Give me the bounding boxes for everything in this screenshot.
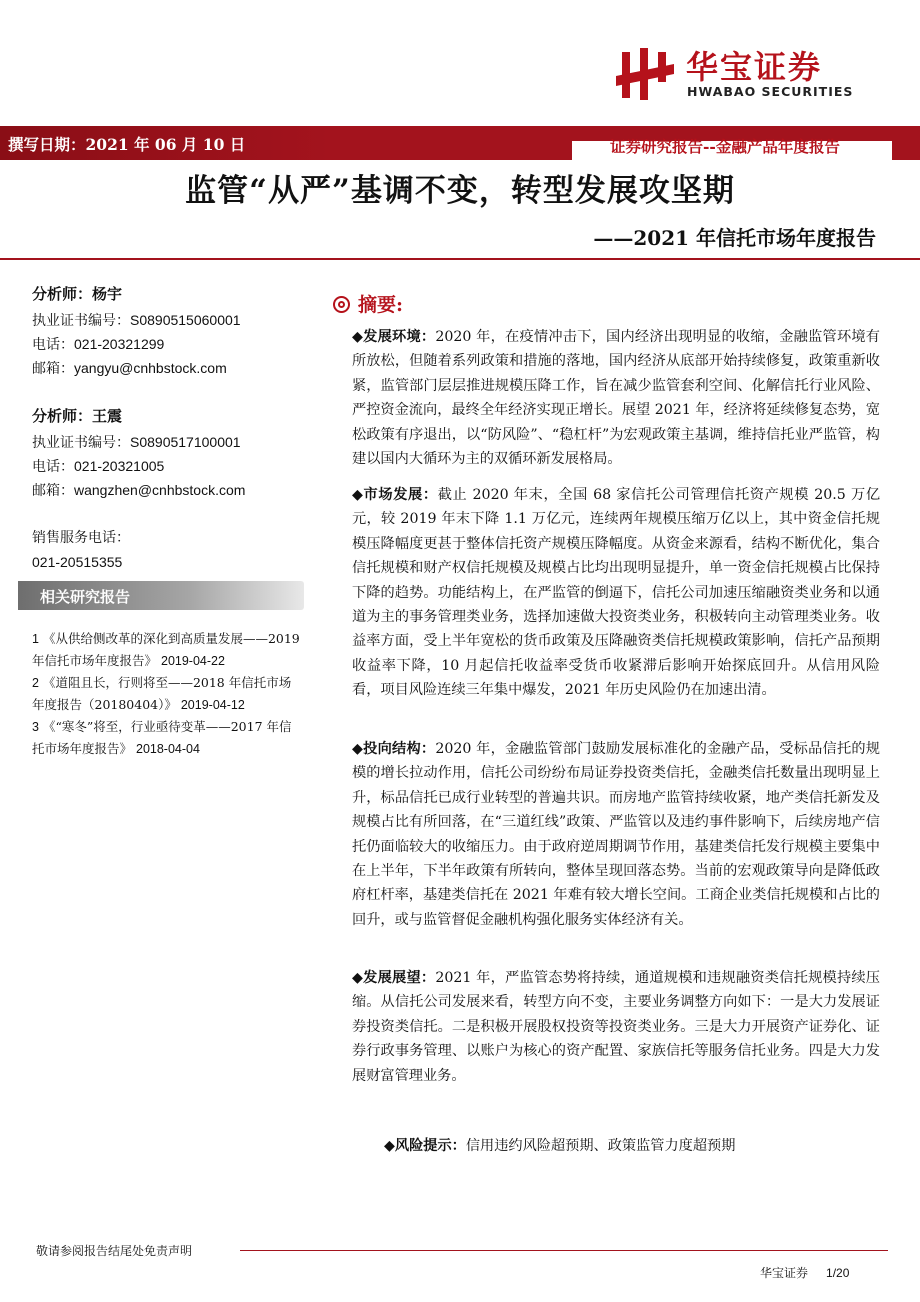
hwabao-logo-icon [616, 46, 676, 102]
sales-label: 销售服务电话： [32, 530, 130, 546]
paragraph-text: 2021 年，严监管态势将持续，通道规模和违规融资类信托规模持续压缩。从信托公司发展来看，转型方向不变，主要业务调整方向如下：一是大力发展证券投资类信托。二是积极开展股权投资等投资类业务。三是大力开展资产证券化、证券行政事务管理、以账户为核心的资产配置、家族信托等服务信托业务。四是大力发展财富管理业务。 [352, 970, 880, 1084]
email-link[interactable]: yangyu@cnhbstock.com [74, 360, 227, 376]
item-date: 2018-04-04 [136, 742, 200, 756]
logo-text-cn: 华宝证券 [686, 48, 823, 86]
abstract-heading-text: 摘要: [358, 294, 404, 316]
analyst-cert [32, 308, 312, 332]
analyst-email [32, 356, 312, 380]
email-link[interactable]: wangzhen@cnhbstock.com [74, 482, 246, 498]
analyst-cert [32, 430, 312, 454]
risk-warning [384, 1135, 735, 1155]
item-number: 1 [32, 632, 39, 646]
company-logo [616, 42, 886, 106]
cert-value: S0890515060001 [130, 312, 241, 328]
abstract-paragraph [352, 737, 880, 932]
abstract-heading [333, 290, 403, 317]
risk-text: 信用违约风险超预期、政策监管力度超预期 [465, 1138, 736, 1154]
abstract-paragraph [352, 483, 880, 703]
report-title: 监管“从严”基调不变，转型发展攻坚期 [185, 173, 735, 209]
cert-label: 执业证书编号： [32, 313, 130, 329]
page-number: 1/20 [826, 1266, 850, 1280]
phone-value: 021-20321299 [74, 336, 165, 352]
cert-label: 执业证书编号： [32, 435, 130, 451]
paragraph-text: 2020 年，金融监管部门鼓励发展标准化的金融产品，受标品信托的规模的增长拉动作用，信托公司纷纷布局证券投资类信托，金融类信托数量出现明显上升，标品信托已成行业转型的普遍共识。而房地产监管持续收紧，地产类信托新发及规模占比有所回落，在“三道红线”政策、严监管以及违约事件影响下，后续房地产信托仍面临较大的收缩压力。由于政府逆周期调节作用，基建类信托发行规模主要集中在上半年，下半年政策有所转向，整体呈现回落态势。当前的宏观政策导向是降低政府杠杆率，基建类信托在 2021 年难有较大增长空间。工商企业类信托规模和占比的回升，或与监管督促金融机构强化服务实体经济有关。 [352, 741, 880, 928]
analyst-block [32, 282, 312, 380]
report-type: 证券研究报告--金融产品年度报告 [610, 137, 840, 156]
footer-info [760, 1264, 849, 1281]
related-heading-text: 相关研究报告 [40, 588, 131, 606]
header-divider [0, 258, 920, 260]
item-number: 3 [32, 720, 39, 734]
related-report-item[interactable] [32, 716, 302, 760]
analyst-phone [32, 332, 312, 356]
phone-value: 021-20321005 [74, 458, 165, 474]
paragraph-text: 2020 年，在疫情冲击下，国内经济出现明显的收缩，金融监管环境有所放松，但随着系列政策和措施的落地，国内经济从底部开始持续修复，政策重新收紧，监管部门层层推进规模压降工作，旨在减少监管套利空间、化解信托行业风险、严控资金流向，最终全年经济实现正增长。展望 2021 年，经济将延续修复态势，宽松政策有序退出，以“防风险”、“稳杠杆”为宏观政策主基调，维持信托业严监管，构建以国内大循环为主的双循环新发展格局。 [352, 329, 880, 468]
risk-label: ◆风险提示： [384, 1138, 466, 1154]
sales-phone-value: 021-20515355 [32, 554, 123, 570]
report-date: 撰写日期：2021 年 06 月 10 日 [8, 135, 246, 154]
cert-value: S0890517100001 [130, 434, 241, 450]
related-report-item[interactable] [32, 672, 302, 716]
report-subtitle: ——2021 年信托市场年度报告 [593, 226, 876, 250]
sales-phone [32, 550, 312, 574]
analyst-email [32, 478, 312, 502]
paragraph-label: ◆市场发展： [352, 487, 438, 503]
analyst-name: 分析师：杨宇 [32, 285, 123, 303]
item-date: 2019-04-22 [161, 654, 225, 668]
item-title: 《道阻且长，行则将至——2018 年信托市场年度报告（20180404）》 [32, 675, 292, 712]
related-report-item[interactable] [32, 628, 302, 672]
paragraph-label: ◆发展环境： [352, 329, 436, 345]
target-circle-icon [333, 296, 350, 313]
logo-text-en: HWABAO SECURITIES [687, 84, 854, 99]
item-number: 2 [32, 676, 39, 690]
item-date: 2019-04-12 [180, 698, 245, 712]
related-reports-heading [18, 581, 304, 610]
paragraph-label: ◆发展展望： [352, 970, 436, 986]
sales-contact [32, 526, 312, 574]
analyst-block [32, 404, 312, 502]
phone-label: 电话： [32, 459, 74, 475]
phone-label: 电话： [32, 337, 74, 353]
paragraph-text: 截止 2020 年末，全国 68 家信托公司管理信托资产规模 20.5 万亿元，较 2019 年末下降 1.1 万亿元，连续两年规模压缩万亿以上，其中资金信托规模压降幅度更甚于整体信托资产规模压降幅度。从资金来源看，结构不断优化，集合信托规模和财产权信托规模及规模占比均出现明显提升，单一资金信托规模占比保持下降的趋势。功能结构上，在严监管的倒逼下，信托公司加速压缩融资类业务和以通道为主的事务管理类业务，选择加速做大投资类业务，积极转向主动管理类业务。收益率方面，受上半年宽松的货币政策及压降融资类信托规模政策影响，信托产品预期收益率下降，10 月起信托收益率受货币收紧滞后影响开始探底回升。从信用风险看，项目风险连续三年集中爆发，2021 年历史风险仍在加速出清。 [352, 487, 881, 699]
analyst-panel [32, 282, 312, 574]
email-label: 邮箱： [32, 361, 74, 377]
related-reports-list [32, 628, 302, 760]
analyst-name: 分析师：王震 [32, 407, 123, 425]
abstract-paragraph [352, 966, 880, 1088]
analyst-phone [32, 454, 312, 478]
item-title: 《“寒冬”将至，行业亟待变革——2017 年信托市场年度报告》 [32, 719, 292, 756]
item-title: 《从供给侧改革的深化到高质量发展——2019 年信托市场年度报告》 [32, 631, 300, 668]
email-label: 邮箱： [32, 483, 74, 499]
footer-brand: 华宝证券 [760, 1266, 809, 1280]
footer-divider [240, 1250, 888, 1251]
footer-disclaimer: 敬请参阅报告结尾处免责声明 [36, 1244, 193, 1258]
paragraph-label: ◆投向结构： [352, 741, 436, 757]
abstract-paragraph [352, 325, 880, 471]
